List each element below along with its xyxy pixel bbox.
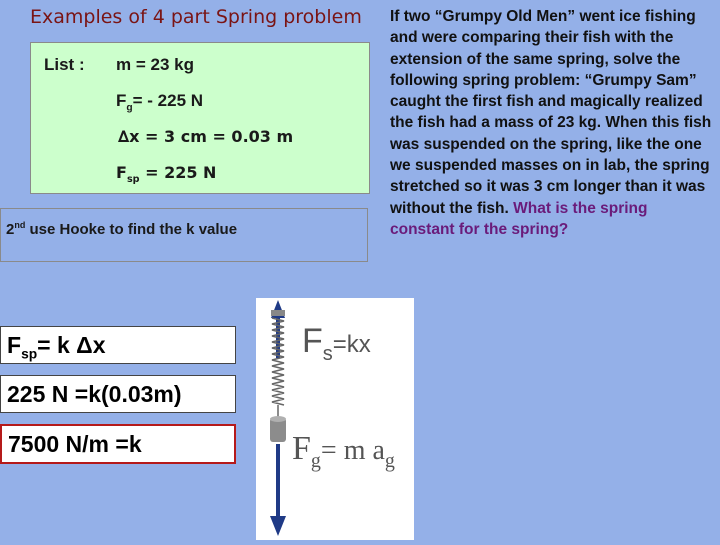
gravity-force-value: $F_g= - 225$ N (116, 91, 204, 114)
problem-statement: If two “Grumpy Old Men” went ice fishing and were comparing their fish with the extension of the same spring, solve the following spring problem: “Grumpy Sam” caught the first fish and magically realized the fish had a mass of 23 kg. When this fish was suspended on the spring, like the one we suspended masses on in lab, the spring stretched so it was 3 cm longer than it was without the fish. What is the spring constant for the spring? (390, 8, 712, 238)
spring-force-value: $F_{sp} = 225$ N (116, 163, 217, 186)
problem-question: What is the spring constant for the spring? (390, 199, 648, 238)
gravity-force-arrow (270, 444, 286, 536)
force-diagram-panel (256, 298, 414, 540)
displacement-value: ∆x = 3 cm = 0.03 m (118, 127, 294, 146)
slide-title: Examples of 4 part Spring problem (30, 6, 362, 28)
solution-equation: 7500 N/m =k (0, 424, 236, 464)
substituted-equation: 225 N =k(0.03m) (0, 375, 236, 413)
spring-force-label: $F_s=kx$ (302, 322, 371, 365)
mass-value: m = 23 kg (116, 55, 194, 74)
hanging-mass (270, 416, 286, 442)
spring-coil (271, 310, 285, 418)
hooke-law-equation: $F_{sp}= k$ Δx (0, 326, 236, 364)
hooke-step-text: 2nd use Hooke to find the k value (6, 220, 238, 238)
gravity-force-label: $F_g= m$ $a_g$ (292, 430, 395, 472)
list-label: List : (44, 55, 85, 74)
